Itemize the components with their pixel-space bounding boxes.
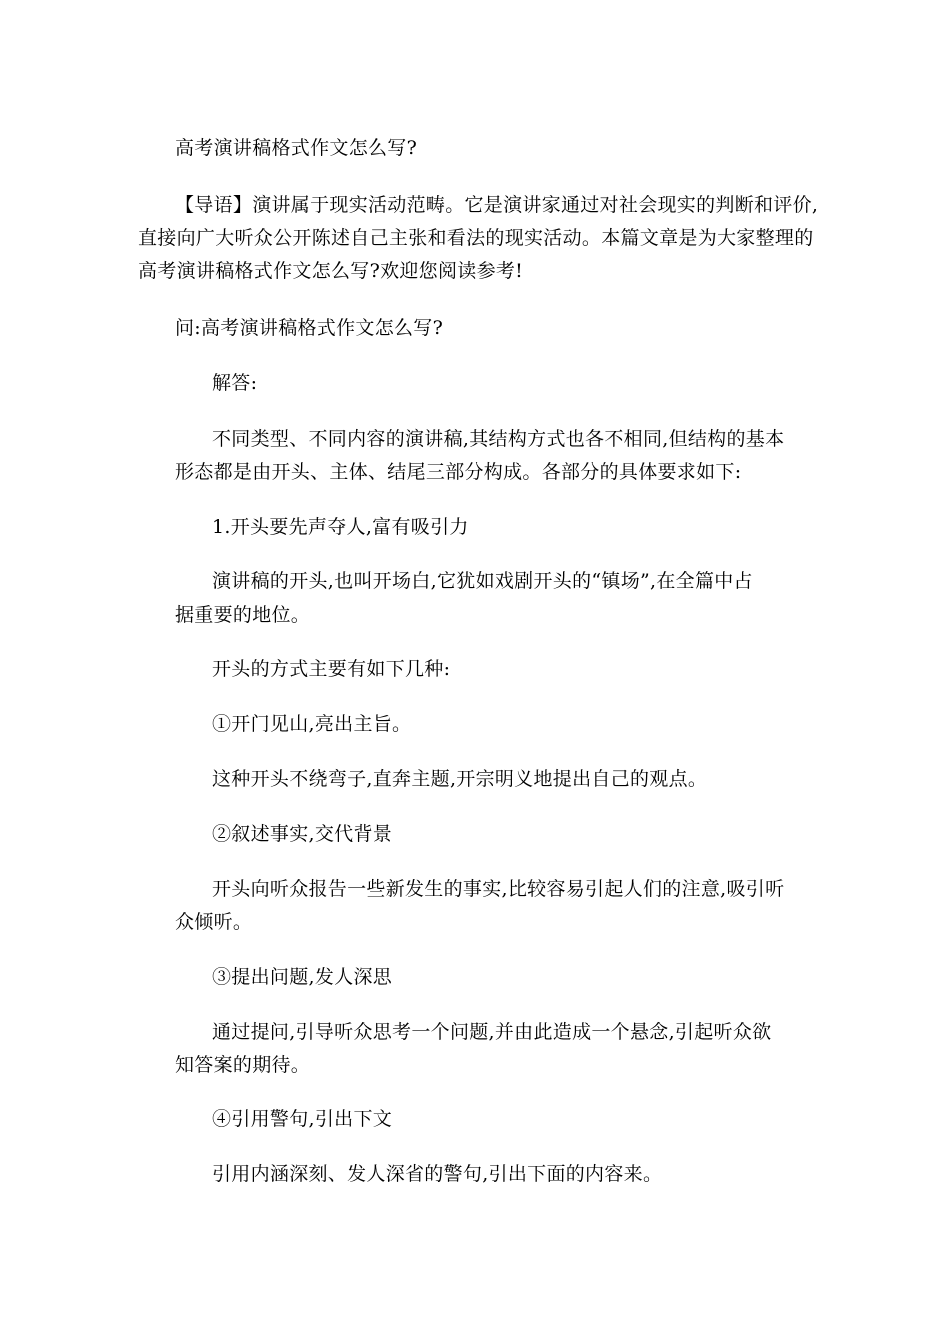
question-line: 问:高考演讲稿格式作文怎么写? — [175, 317, 444, 339]
methods-intro: 开头的方式主要有如下几种: — [212, 658, 451, 680]
method-2-description-line-1: 开头向听众报告一些新发生的事实,比较容易引起人们的注意,吸引听 — [212, 878, 785, 900]
paragraph-opening-line-1: 演讲稿的开头,也叫开场白,它犹如戏剧开头的“镇场”,在全篇中占 — [212, 570, 753, 592]
method-1-heading: ①开门见山,亮出主旨。 — [212, 713, 412, 735]
method-2-description-line-2: 众倾听。 — [175, 911, 253, 933]
method-1-description: 这种开头不绕弯子,直奔主题,开宗明义地提出自己的观点。 — [212, 768, 708, 790]
paragraph-structure-line-2: 形态都是由开头、主体、结尾三部分构成。各部分的具体要求如下: — [175, 461, 742, 483]
paragraph-structure-line-1: 不同类型、不同内容的演讲稿,其结构方式也各不相同,但结构的基本 — [212, 428, 785, 450]
intro-line-3: 高考演讲稿格式作文怎么写?欢迎您阅读参考! — [138, 260, 524, 282]
paragraph-opening-line-2: 据重要的地位。 — [175, 604, 311, 626]
document-title: 高考演讲稿格式作文怎么写? — [175, 137, 418, 159]
intro-line-1: 【导语】演讲属于现实活动范畴。它是演讲家通过对社会现实的判断和评价, — [175, 194, 819, 216]
intro-line-2: 直接向广大听众公开陈述自己主张和看法的现实活动。本篇文章是为大家整理的 — [138, 227, 814, 249]
method-3-description-line-2: 知答案的期待。 — [175, 1054, 311, 1076]
method-3-heading: ③提出问题,发人深思 — [212, 966, 393, 988]
method-4-heading: ④引用警句,引出下文 — [212, 1108, 393, 1130]
answer-label: 解答: — [212, 372, 258, 394]
method-3-description-line-1: 通过提问,引导听众思考一个问题,并由此造成一个悬念,引起听众欲 — [212, 1021, 772, 1043]
method-2-heading: ②叙述事实,交代背景 — [212, 823, 393, 845]
section-heading-opening: 1.开头要先声夺人,富有吸引力 — [212, 516, 469, 538]
method-4-description: 引用内涵深刻、发人深省的警句,引出下面的内容来。 — [212, 1163, 663, 1185]
